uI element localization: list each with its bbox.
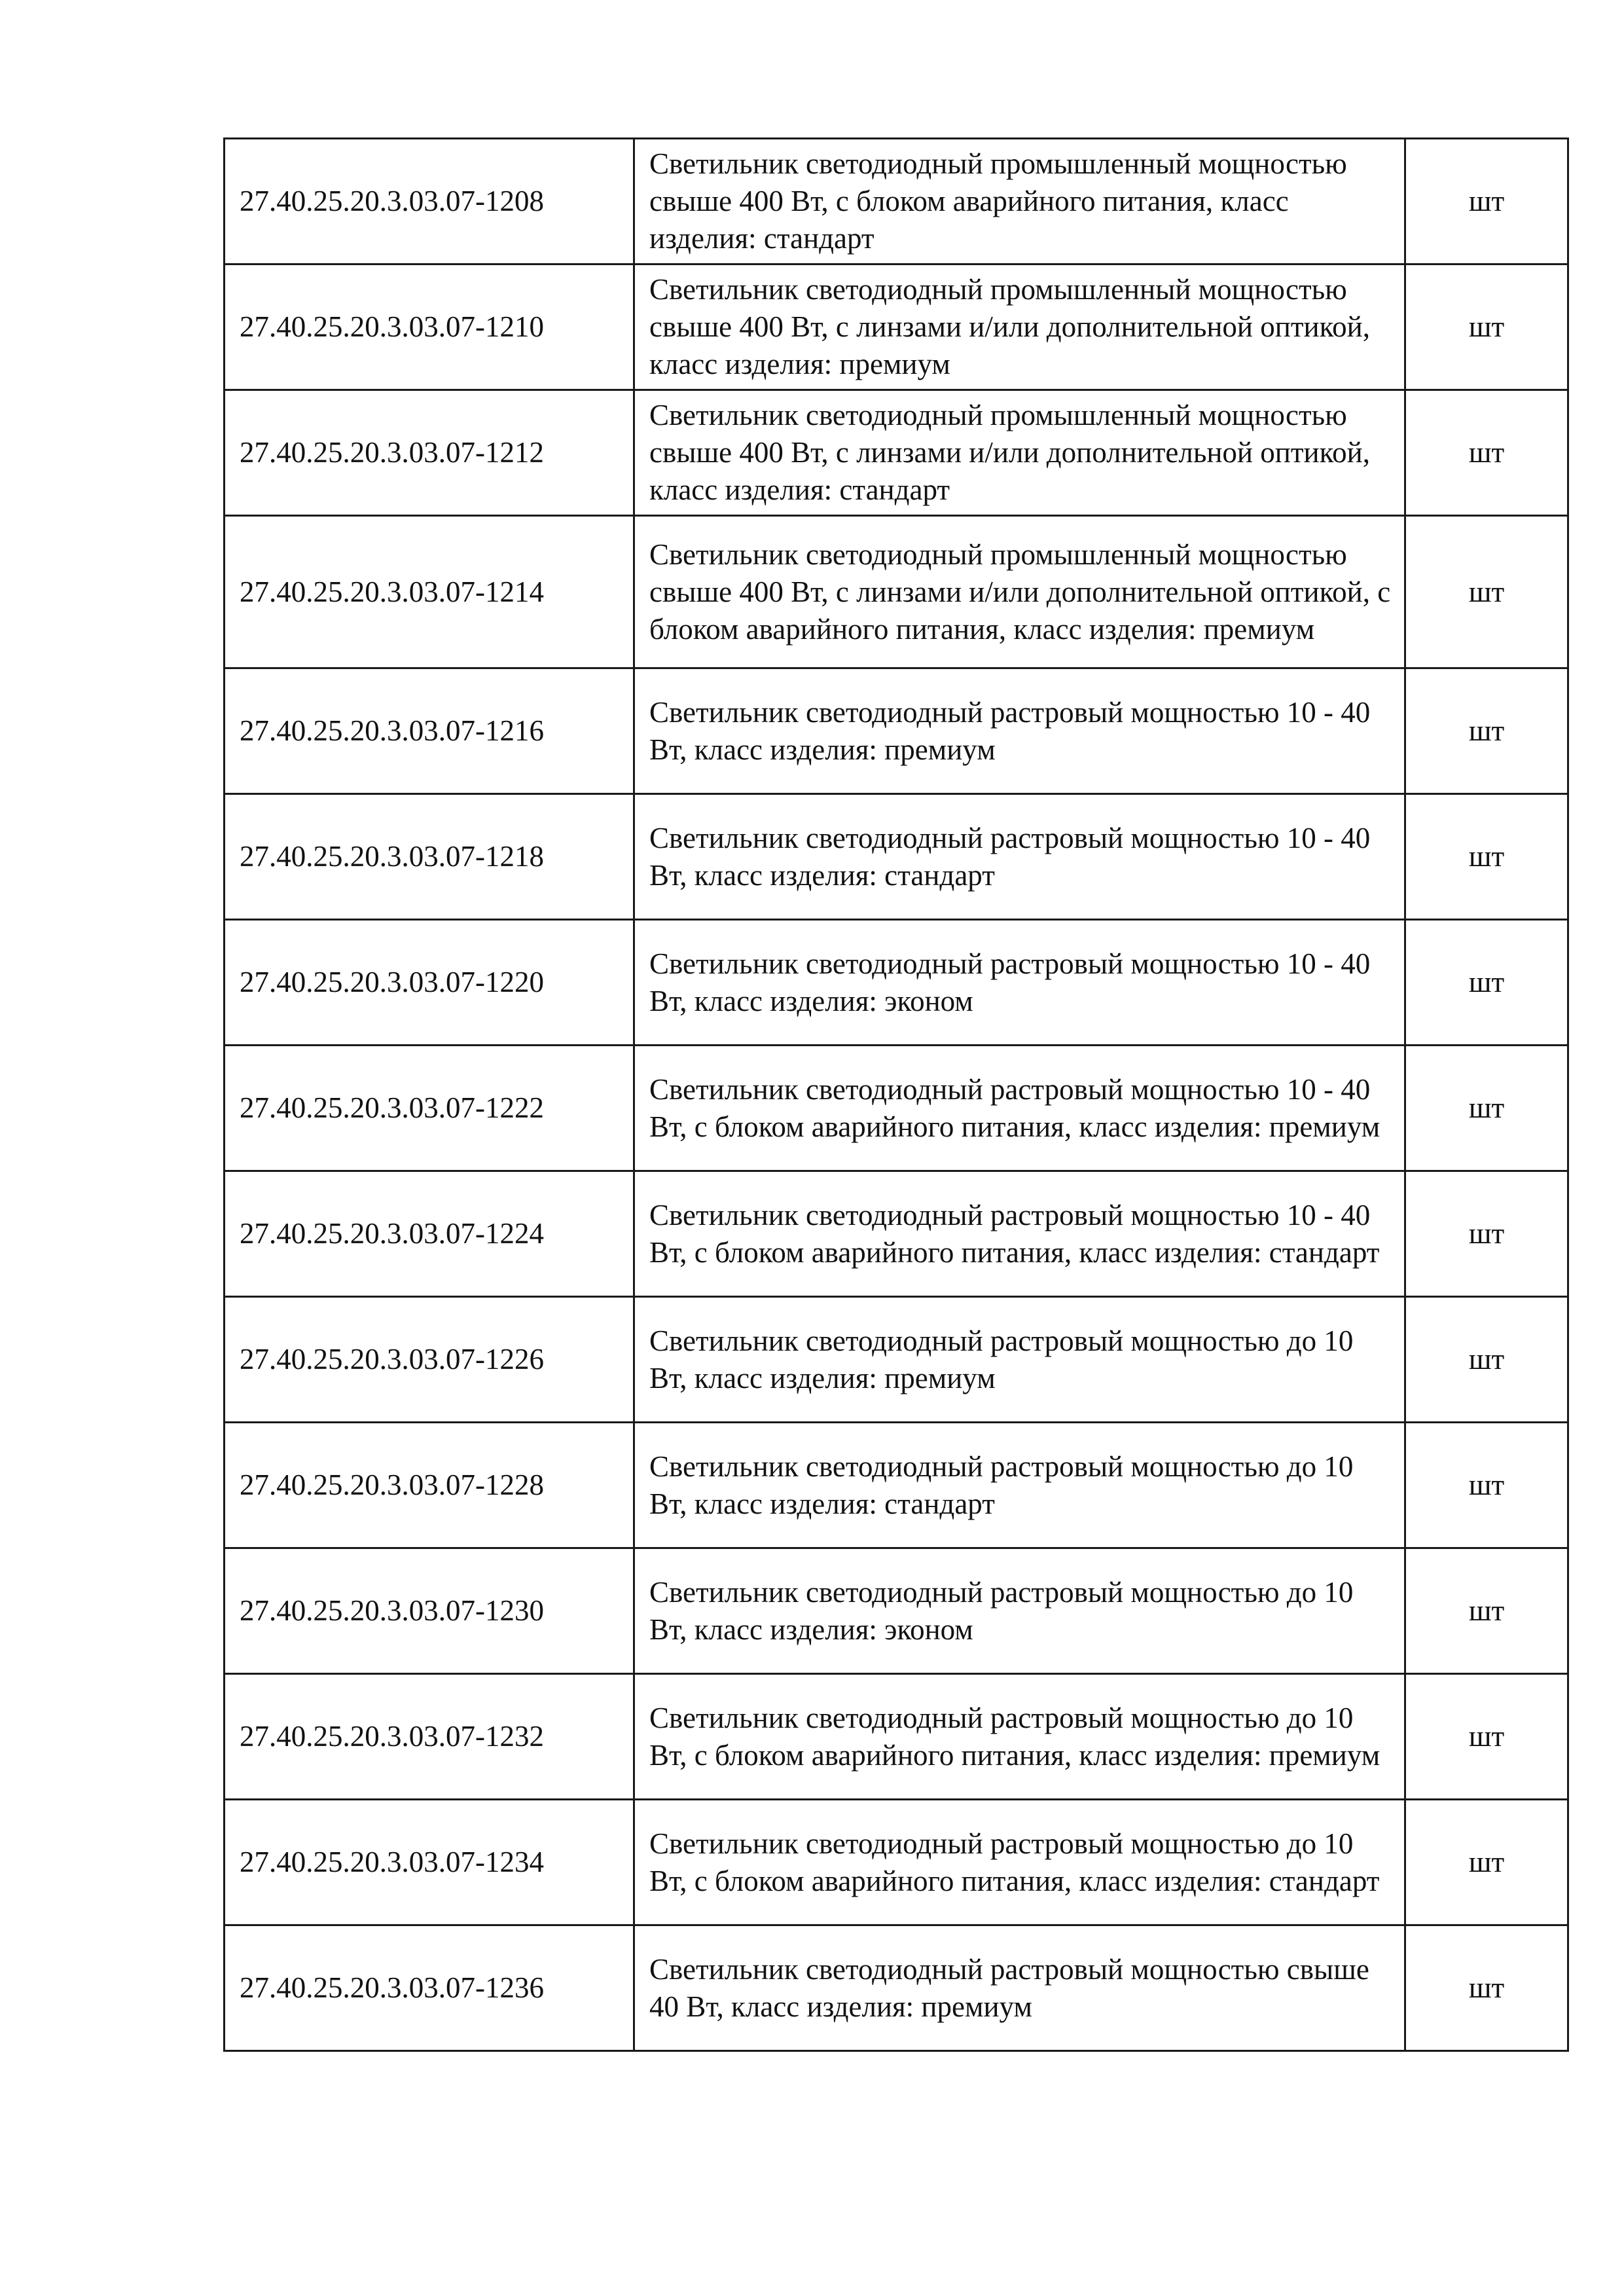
item-unit: шт bbox=[1405, 1925, 1568, 2051]
table-row bbox=[225, 794, 1568, 920]
item-code: 27.40.25.20.3.03.07-1220 bbox=[225, 920, 634, 1046]
table-row bbox=[225, 1423, 1568, 1548]
item-code: 27.40.25.20.3.03.07-1210 bbox=[225, 264, 634, 390]
item-code: 27.40.25.20.3.03.07-1232 bbox=[225, 1674, 634, 1800]
item-code: 27.40.25.20.3.03.07-1228 bbox=[225, 1423, 634, 1548]
item-code: 27.40.25.20.3.03.07-1218 bbox=[225, 794, 634, 920]
item-description: Светильник светодиодный растровый мощностью 10 - 40 Вт, класс изделия: премиум bbox=[634, 668, 1405, 794]
item-unit: шт bbox=[1405, 794, 1568, 920]
table-row bbox=[225, 1925, 1568, 2051]
item-code: 27.40.25.20.3.03.07-1214 bbox=[225, 516, 634, 668]
item-unit: шт bbox=[1405, 1171, 1568, 1297]
table-row bbox=[225, 1800, 1568, 1925]
item-code: 27.40.25.20.3.03.07-1208 bbox=[225, 139, 634, 264]
table-row bbox=[225, 1171, 1568, 1297]
item-unit: шт bbox=[1405, 139, 1568, 264]
item-code: 27.40.25.20.3.03.07-1230 bbox=[225, 1548, 634, 1674]
item-description: Светильник светодиодный промышленный мощностью свыше 400 Вт, с линзами и/или дополнительной оптикой, класс изделия: премиум bbox=[634, 264, 1405, 390]
table-row bbox=[225, 1674, 1568, 1800]
item-code: 27.40.25.20.3.03.07-1234 bbox=[225, 1800, 634, 1925]
item-unit: шт bbox=[1405, 920, 1568, 1046]
table-row bbox=[225, 516, 1568, 668]
item-code: 27.40.25.20.3.03.07-1212 bbox=[225, 390, 634, 516]
item-code: 27.40.25.20.3.03.07-1222 bbox=[225, 1046, 634, 1171]
table-row bbox=[225, 1297, 1568, 1423]
table-row bbox=[225, 920, 1568, 1046]
item-code: 27.40.25.20.3.03.07-1236 bbox=[225, 1925, 634, 2051]
item-code: 27.40.25.20.3.03.07-1224 bbox=[225, 1171, 634, 1297]
item-description: Светильник светодиодный растровый мощностью 10 - 40 Вт, с блоком аварийного питания, класс изделия: стандарт bbox=[634, 1171, 1405, 1297]
item-description: Светильник светодиодный растровый мощностью до 10 Вт, класс изделия: стандарт bbox=[634, 1423, 1405, 1548]
item-description: Светильник светодиодный промышленный мощностью свыше 400 Вт, с блоком аварийного питания, класс изделия: стандарт bbox=[634, 139, 1405, 264]
item-unit: шт bbox=[1405, 1674, 1568, 1800]
item-description: Светильник светодиодный растровый мощностью 10 - 40 Вт, класс изделия: эконом bbox=[634, 920, 1405, 1046]
table-row bbox=[225, 264, 1568, 390]
items-table-body bbox=[225, 139, 1568, 2051]
item-unit: шт bbox=[1405, 1800, 1568, 1925]
items-table bbox=[223, 137, 1569, 2052]
item-unit: шт bbox=[1405, 516, 1568, 668]
item-description: Светильник светодиодный промышленный мощностью свыше 400 Вт, с линзами и/или дополнительной оптикой, класс изделия: стандарт bbox=[634, 390, 1405, 516]
item-description: Светильник светодиодный растровый мощностью 10 - 40 Вт, с блоком аварийного питания, класс изделия: премиум bbox=[634, 1046, 1405, 1171]
item-unit: шт bbox=[1405, 668, 1568, 794]
item-description: Светильник светодиодный промышленный мощностью свыше 400 Вт, с линзами и/или дополнительной оптикой, с блоком аварийного питания, класс изделия: премиум bbox=[634, 516, 1405, 668]
item-unit: шт bbox=[1405, 1423, 1568, 1548]
item-code: 27.40.25.20.3.03.07-1226 bbox=[225, 1297, 634, 1423]
table-row bbox=[225, 1046, 1568, 1171]
item-unit: шт bbox=[1405, 264, 1568, 390]
table-row bbox=[225, 390, 1568, 516]
item-description: Светильник светодиодный растровый мощностью до 10 Вт, класс изделия: эконом bbox=[634, 1548, 1405, 1674]
item-unit: шт bbox=[1405, 390, 1568, 516]
item-code: 27.40.25.20.3.03.07-1216 bbox=[225, 668, 634, 794]
item-unit: шт bbox=[1405, 1046, 1568, 1171]
item-description: Светильник светодиодный растровый мощностью свыше 40 Вт, класс изделия: премиум bbox=[634, 1925, 1405, 2051]
table-row bbox=[225, 668, 1568, 794]
table-row bbox=[225, 139, 1568, 264]
item-unit: шт bbox=[1405, 1297, 1568, 1423]
item-description: Светильник светодиодный растровый мощностью до 10 Вт, класс изделия: премиум bbox=[634, 1297, 1405, 1423]
item-description: Светильник светодиодный растровый мощностью до 10 Вт, с блоком аварийного питания, класс изделия: премиум bbox=[634, 1674, 1405, 1800]
item-description: Светильник светодиодный растровый мощностью до 10 Вт, с блоком аварийного питания, класс изделия: стандарт bbox=[634, 1800, 1405, 1925]
item-unit: шт bbox=[1405, 1548, 1568, 1674]
item-description: Светильник светодиодный растровый мощностью 10 - 40 Вт, класс изделия: стандарт bbox=[634, 794, 1405, 920]
table-row bbox=[225, 1548, 1568, 1674]
